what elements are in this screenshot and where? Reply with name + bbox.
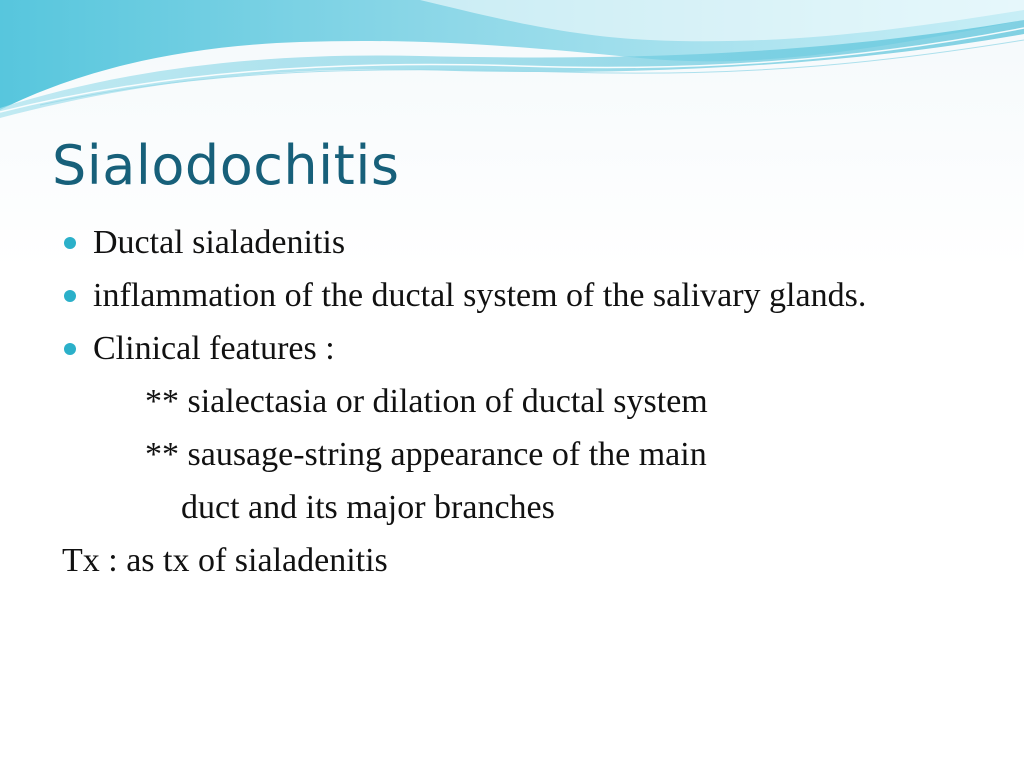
- bullet-dot-icon: [64, 343, 76, 355]
- bullet-item: [60, 220, 960, 266]
- header-wave-decoration: [0, 0, 1024, 120]
- bullet-dot-icon: [64, 290, 76, 302]
- bullet-dot-icon: [64, 237, 76, 249]
- sub-line: ** sialectasia or dilation of ductal system: [145, 383, 708, 420]
- bullet-item: [60, 326, 960, 372]
- sub-line: duct and its major branches: [181, 489, 555, 526]
- treatment-line: Tx : as tx of sialadenitis: [62, 542, 388, 579]
- bullet-text: inflammation of the ductal system of the salivary glands.: [93, 277, 867, 314]
- bullet-text: Clinical features :: [93, 330, 335, 367]
- bullet-text: Ductal sialadenitis: [93, 224, 346, 261]
- slide-title: Sialodochitis: [52, 134, 400, 197]
- slide-body: [60, 220, 960, 584]
- bullet-item: [60, 273, 960, 319]
- sub-line: ** sausage-string appearance of the main: [145, 436, 707, 473]
